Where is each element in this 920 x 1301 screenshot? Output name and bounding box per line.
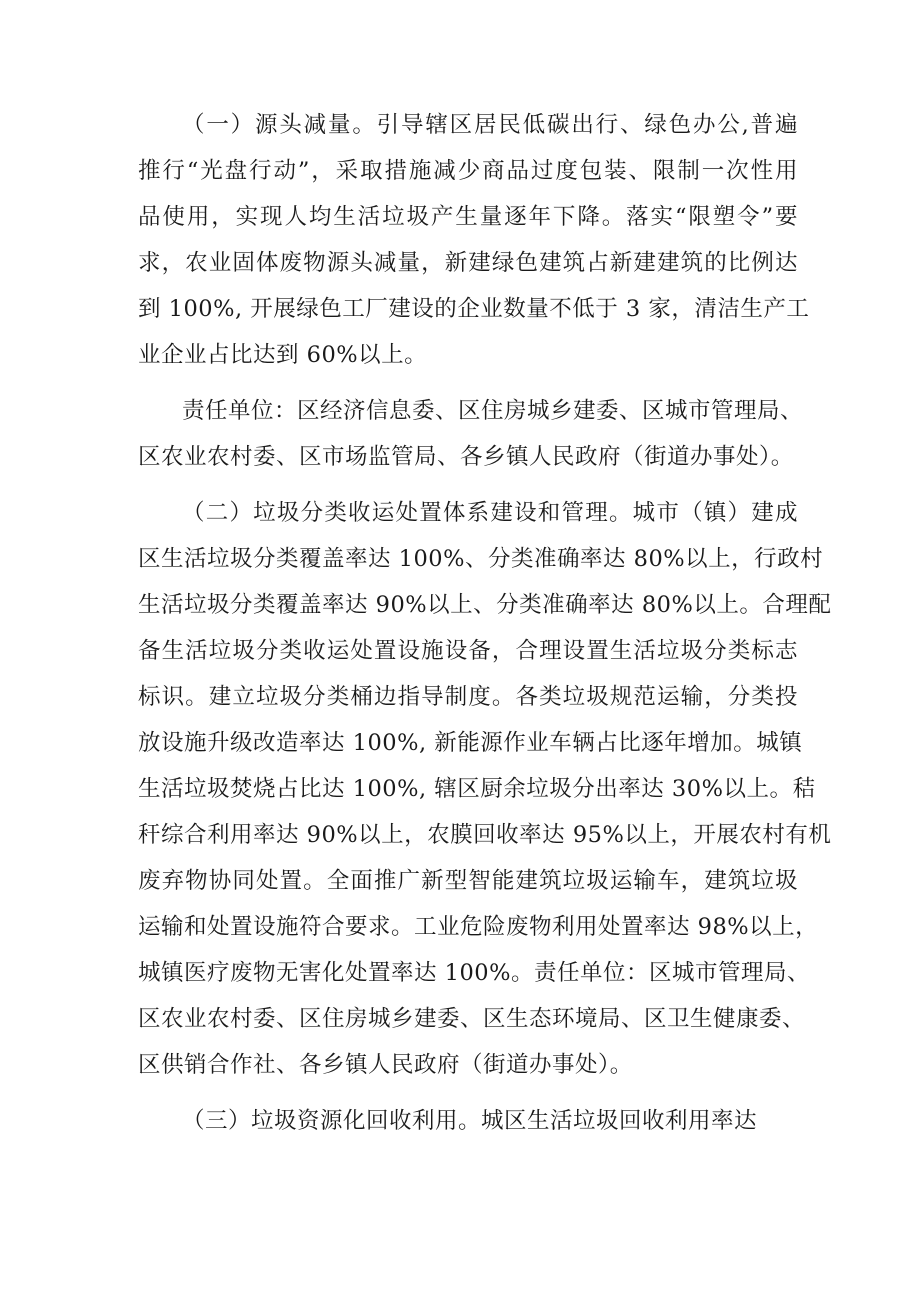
text-line: 区农业农村委、区住房城乡建委、区生态环境局、区卫生健康委、 (138, 1006, 806, 1032)
text-line: 业企业占比达到 60%以上。 (138, 342, 428, 368)
text-line: 标识。建立垃圾分类桶边指导制度。各类垃圾规范运输，分类投 (138, 684, 798, 710)
text-line: 运输和处置设施符合要求。工业危险废物利用处置率达 98%以上， (138, 914, 819, 940)
text-line: 生活垃圾焚烧占比达 100%, 辖区厨余垃圾分出率达 30%以上。秸 (138, 776, 816, 802)
text-line: 城镇医疗废物无害化处置率达 100%。责任单位：区城市管理局、 (138, 960, 810, 986)
text-line: 备生活垃圾分类收运处置设施设备，合理设置生活垃圾分类标志 (138, 638, 798, 664)
text-line: 生活垃圾分类覆盖率达 90%以上、分类准确率达 80%以上。合理配 (138, 592, 832, 618)
paragraph-sorting-system (138, 490, 832, 1088)
paragraph-responsible-units (138, 388, 804, 480)
text-line: （三）垃圾资源化回收利用。城区生活垃圾回收利用率达 (182, 1108, 758, 1134)
text-line: 区农业农村委、区市场监管局、各乡镇人民政府（街道办事处）。 (138, 444, 794, 470)
text-line: （二）垃圾分类收运处置体系建设和管理。城市（镇）建成 (182, 500, 798, 526)
paragraph-recycling (138, 1098, 798, 1144)
text-line: 推行“光盘行动”，采取措施减少商品过度包装、限制一次性用 (138, 158, 798, 184)
text-line: 品使用，实现人均生活垃圾产生量逐年下降。落实“限塑令”要 (138, 204, 798, 230)
document-page (138, 102, 832, 1154)
text-line: 区生活垃圾分类覆盖率达 100%、分类准确率达 80%以上，行政村 (138, 546, 824, 572)
text-line: （一）源头减量。引导辖区居民低碳出行、绿色办公,普遍 (182, 112, 798, 138)
text-line: 到 100%, 开展绿色工厂建设的企业数量不低于 3 家，清洁生产工 (138, 296, 810, 322)
paragraph-source-reduction (138, 102, 810, 378)
text-line: 区供销合作社、各乡镇人民政府（街道办事处）。 (138, 1052, 633, 1078)
text-line: 废弃物协同处置。全面推广新型智能建筑垃圾运输车，建筑垃圾 (138, 868, 798, 894)
text-line: 放设施升级改造率达 100%, 新能源作业车辆占比逐年增加。城镇 (138, 730, 803, 756)
text-line: 责任单位：区经济信息委、区住房城乡建委、区城市管理局、 (182, 398, 804, 424)
text-line: 求，农业固体废物源头减量，新建绿色建筑占新建建筑的比例达 (138, 250, 798, 276)
text-line: 秆综合利用率达 90%以上，农膜回收率达 95%以上，开展农村有机 (138, 822, 832, 848)
